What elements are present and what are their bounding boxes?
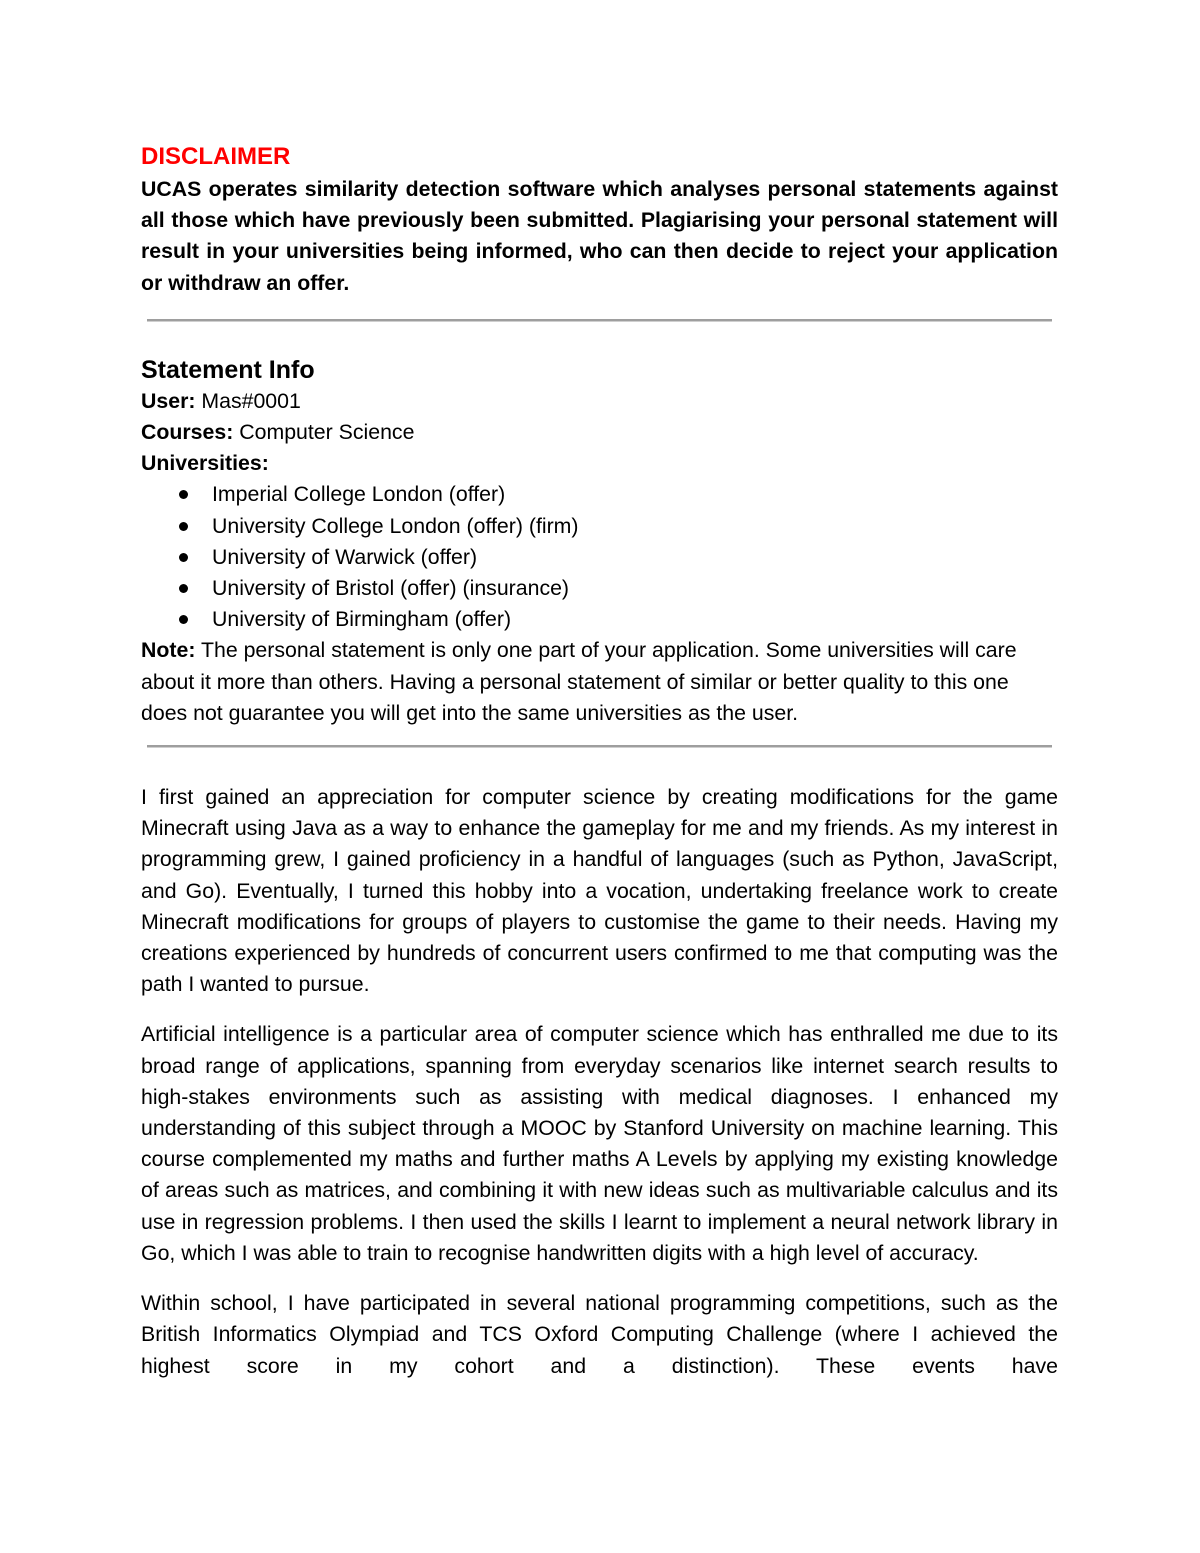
list-item (141, 542, 1058, 573)
university-name: University of Bristol (offer) (insurance) (212, 576, 570, 601)
list-item (141, 604, 1058, 635)
universities-label: Universities: (141, 451, 269, 476)
statement-info-title: Statement Info (141, 355, 315, 384)
list-item (141, 479, 1058, 510)
note (141, 635, 1058, 729)
user-label: User: (141, 388, 196, 413)
list-item (141, 511, 1058, 542)
disclaimer-body: UCAS operates similarity detection software which analyses personal statements against all those which have previously been submitted. Plagiarising your personal statement will result in your universities being informed, who can then decide to reject your application or withdraw an offer. (141, 177, 1058, 295)
courses-value: Computer Science (239, 420, 415, 445)
bullet-icon (179, 553, 188, 562)
university-name: Imperial College London (offer) (212, 482, 506, 507)
universities-line (141, 448, 1058, 479)
bullet-icon (179, 584, 188, 593)
horizontal-divider (147, 745, 1052, 747)
note-text: The personal statement is only one part of your application. Some universities will care about it more than others. Having a personal statement of similar or better quality to this one does not guarantee you will get into the same universities as the user. (141, 638, 1017, 725)
statement-paragraph: Artificial intelligence is a particular area of computer science which has enthralled me due to its broad range of applications, spanning from everyday scenarios like internet search results to high-stakes environments such as assisting with medical diagnoses. I enhanced my understanding of this subject through a MOOC by Stanford University on machine learning. This course complemented my maths and further maths A Levels by applying my existing knowledge of areas such as matrices, and combining it with new ideas such as multivariable calculus and its use in regression problems. I then used the skills I learnt to implement a neural network library in Go, which I was able to train to recognise handwritten digits with a high level of accuracy. (141, 1022, 1058, 1265)
user-line (141, 386, 1058, 417)
list-item (141, 573, 1058, 604)
courses-label: Courses: (141, 420, 234, 445)
horizontal-divider (147, 319, 1052, 321)
statement-paragraph: I first gained an appreciation for computer science by creating modifications for the game Minecraft using Java as a way to enhance the gameplay for me and my friends. As my interest in programming grew, I gained proficiency in a handful of languages (such as Python, JavaScript, and Go). Eventually, I turned this hobby into a vocation, undertaking freelance work to create Minecraft modifications for groups of players to customise the game to their needs. Having my creations experienced by hundreds of concurrent users confirmed to me that computing was the path I wanted to pursue. (141, 785, 1058, 997)
note-label: Note: (141, 638, 196, 663)
disclaimer-title: DISCLAIMER (141, 143, 291, 170)
university-name: University College London (offer) (firm) (212, 513, 579, 538)
document-page (141, 142, 1058, 1382)
user-value: Mas#0001 (201, 388, 301, 413)
bullet-icon (179, 615, 188, 624)
university-name: University of Warwick (offer) (212, 544, 478, 569)
university-name: University of Birmingham (offer) (212, 607, 512, 632)
courses-line (141, 417, 1058, 448)
bullet-icon (179, 522, 188, 531)
statement-paragraph: Within school, I have participated in several national programming competitions, such as the British Informatics Olympiad and TCS Oxford Computing Challenge (where I achieved the highest score in my cohort and a distinction). These events have (141, 1291, 1058, 1378)
bullet-icon (179, 490, 188, 499)
universities-list (141, 479, 1058, 635)
